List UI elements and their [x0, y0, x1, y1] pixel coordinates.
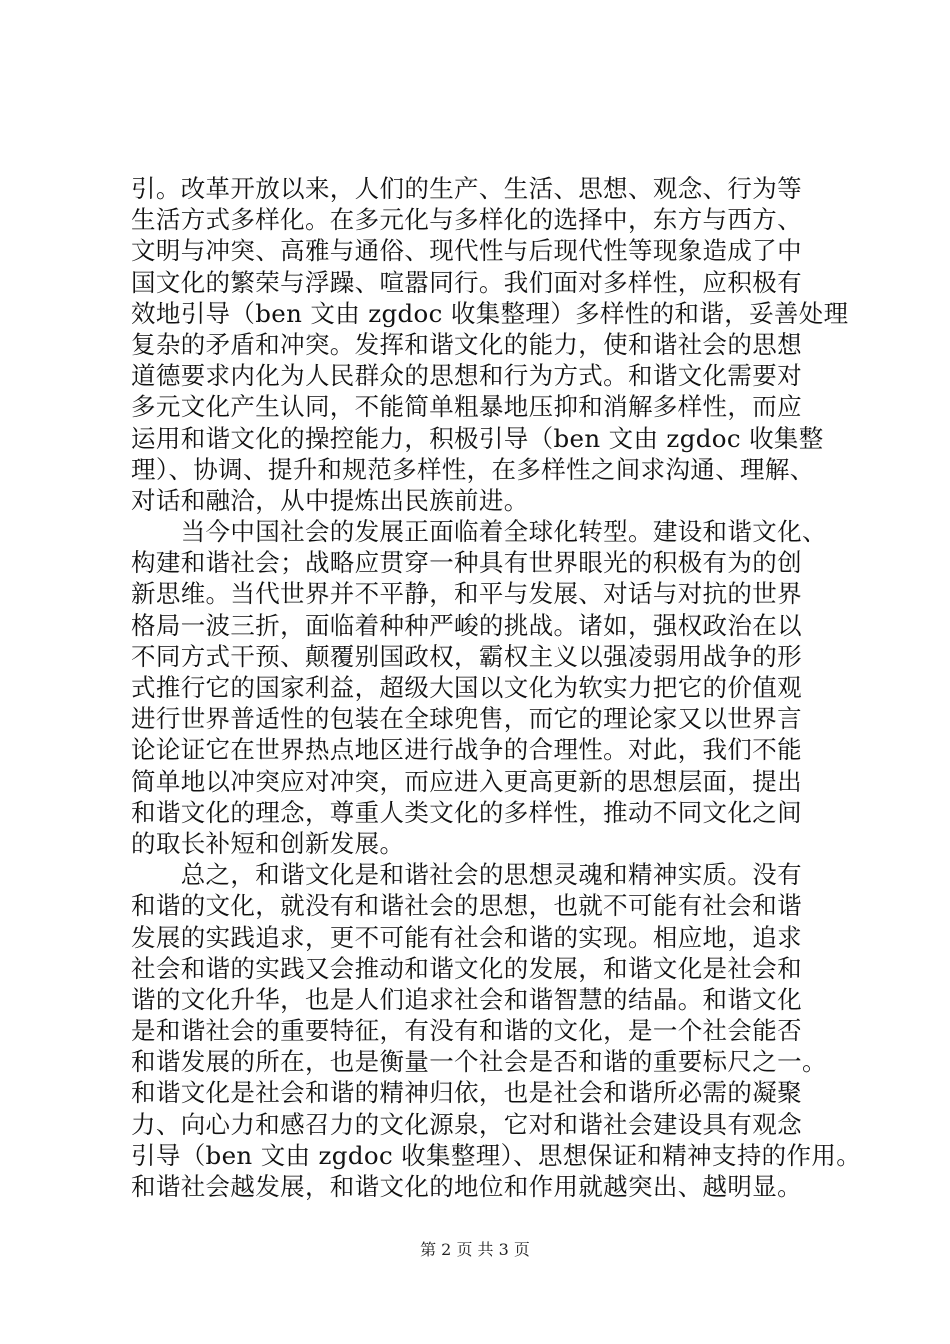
text-line: 和谐社会越发展，和谐文化的地位和作用就越突出、越明显。 — [131, 1172, 802, 1201]
text-line: 力、向心力和感召力的文化源泉，它对和谐社会建设具有观念 — [131, 1109, 802, 1139]
page-footer: 第 2 页 共 3 页 — [420, 1240, 530, 1259]
text-line: 和谐发展的所在，也是衡量一个社会是否和谐的重要标尺之一。 — [131, 1047, 827, 1077]
text-line: 发展的实践追求，更不可能有社会和谐的实现。相应地，追求 — [131, 922, 802, 952]
text-line: 对话和融洽，从中提炼出民族前进。 — [131, 485, 529, 515]
document-body — [131, 173, 862, 1202]
text-line: 谐的文化升华，也是人们追求社会和谐智慧的结晶。和谐文化 — [131, 984, 802, 1014]
text-line: 和谐文化是社会和谐的精神归依，也是社会和谐所必需的凝聚 — [131, 1078, 802, 1108]
text-line: 总之，和谐文化是和谐社会的思想灵魂和精神实质。没有 — [131, 860, 802, 890]
text-line: 复杂的矛盾和冲突。发挥和谐文化的能力，使和谐社会的思想 — [131, 329, 802, 359]
text-line: 和谐的文化，就没有和谐社会的思想，也就不可能有社会和谐 — [131, 891, 802, 921]
text-line: 的取长补短和创新发展。 — [131, 828, 405, 858]
text-line: 引导（ben 文由 zgdoc 收集整理）、思想保证和精神支持的作用。 — [131, 1140, 862, 1170]
text-line: 运用和谐文化的操控能力，积极引导（ben 文由 zgdoc 收集整 — [131, 423, 824, 453]
text-line: 国文化的繁荣与浮躁、喧嚣同行。我们面对多样性，应积极有 — [131, 267, 802, 297]
text-line: 生活方式多样化。在多元化与多样化的选择中，东方与西方、 — [131, 205, 802, 235]
text-line: 论论证它在世界热点地区进行战争的合理性。对此，我们不能 — [131, 735, 802, 765]
text-line: 式推行它的国家利益，超级大国以文化为软实力把它的价值观 — [131, 673, 802, 702]
text-line: 社会和谐的实践又会推动和谐文化的发展，和谐文化是社会和 — [131, 953, 802, 983]
text-line: 不同方式干预、颠覆别国政权，霸权主义以强凌弱用战争的形 — [131, 641, 802, 671]
text-line: 道德要求内化为人民群众的思想和行为方式。和谐文化需要对 — [131, 361, 802, 391]
text-line: 多元文化产生认同，不能简单粗暴地压抑和消解多样性，而应 — [131, 392, 802, 422]
text-line: 简单地以冲突应对冲突，而应进入更高更新的思想层面，提出 — [131, 766, 802, 796]
text-line: 进行世界普适性的包装在全球兜售，而它的理论家又以世界言 — [131, 704, 802, 734]
text-line: 新思维。当代世界并不平静，和平与发展、对话与对抗的世界 — [131, 579, 802, 609]
text-line: 引。改革开放以来，人们的生产、生活、思想、观念、行为等 — [131, 174, 802, 203]
text-line: 构建和谐社会；战略应贯穿一种具有世界眼光的积极有为的创 — [131, 548, 802, 578]
text-line: 当今中国社会的发展正面临着全球化转型。建设和谐文化、 — [131, 517, 827, 547]
text-line: 和谐文化的理念，尊重人类文化的多样性，推动不同文化之间 — [131, 797, 802, 827]
text-line: 文明与冲突、高雅与通俗、现代性与后现代性等现象造成了中 — [131, 236, 802, 266]
text-line: 格局一波三折，面临着种种严峻的挑战。诸如，强权政治在以 — [131, 610, 802, 640]
text-line: 理）、协调、提升和规范多样性，在多样性之间求沟通、理解、 — [131, 454, 815, 484]
text-line: 效地引导（ben 文由 zgdoc 收集整理）多样性的和谐，妥善处理 — [131, 298, 849, 328]
text-line: 是和谐社会的重要特征，有没有和谐的文化，是一个社会能否 — [131, 1016, 802, 1046]
